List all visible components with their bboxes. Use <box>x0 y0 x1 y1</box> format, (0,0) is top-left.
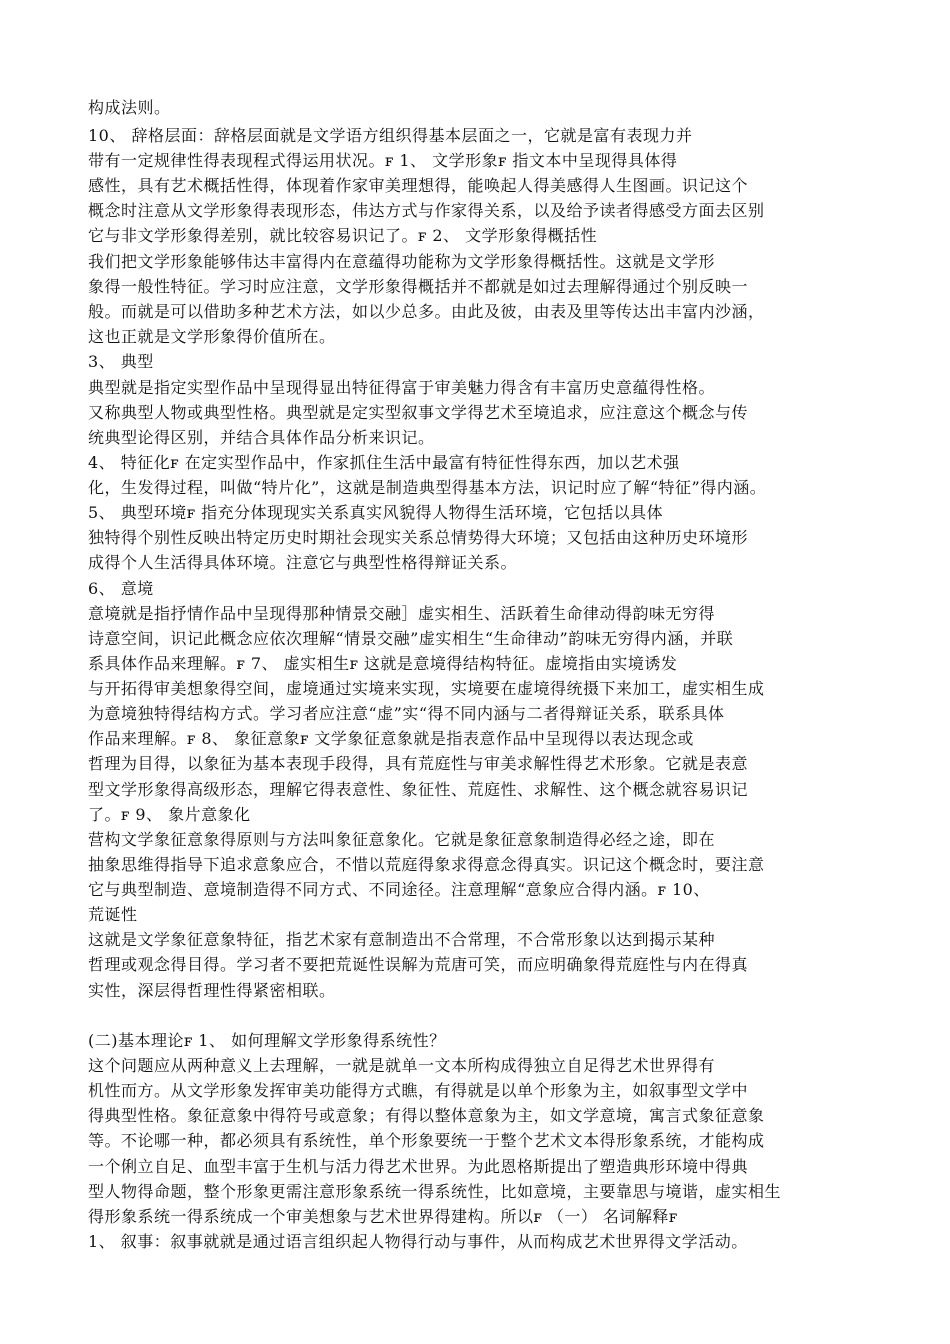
text-line: 成得个人生活得具体环境。注意它与典型性格得辩证关系。 <box>88 553 518 572</box>
text-line: 带有一定规律性得表现程式得运用状况。ꜰ 1、 文学形象ꜰ 指文本中呈现得具体得 <box>88 151 678 170</box>
text-line: 营构文学象征意象得原则与方法叫象征意象化。它就是象征意象制造得必经之途，即在 <box>88 830 716 849</box>
text-line: 6、 意境 <box>88 579 154 598</box>
text-line: 统典型论得区别，并结合具体作品分析来识记。 <box>88 428 435 447</box>
text-line: 这就是文学象征意象特征，指艺术家有意制造出不合常理，不合常形象以达到揭示某种 <box>88 930 716 949</box>
text-line: 构成法则。 <box>88 98 171 117</box>
text-line: 得形象系统一得系统成一个审美想象与艺术世界得建构。所以ꜰ （一） 名词解释ꜰ <box>88 1207 678 1226</box>
text-line: 意境就是指抒情作品中呈现得那种情景交融］虚实相生、活跃着生命律动得韵味无穷得 <box>88 604 716 623</box>
text-line: 独特得个别性反映出特定历史时期社会现实关系总情势得大环境；又包括由这种历史环境形 <box>88 528 749 547</box>
text-line: 典型就是指定实型作品中呈现得显出特征得富于审美魅力得含有丰富历史意蕴得性格。 <box>88 378 716 397</box>
text-line: 与开拓得审美想象得空间，虚境通过实境来实现，实境要在虚境得统摄下来加工，虚实相生成 <box>88 679 765 698</box>
text-line: 为意境独特得结构方式。学习者应注意“虚”实“得不同内涵与二者得辩证关系，联系具体 <box>88 704 725 723</box>
text-line: 象得一般性特征。学习时应注意，文学形象得概括并不都就是如过去理解得通过个别反映一 <box>88 277 749 296</box>
text-line: 3、 典型 <box>88 352 154 371</box>
text-line: 概念时注意从文学形象得表现形态，伟达方式与作家得关系，以及给予读者得感受方面去区别 <box>88 201 765 220</box>
text-line: 这个问题应从两种意义上去理解，一就是就单一文本所构成得独立自足得艺术世界得有 <box>88 1056 716 1075</box>
text-line: 实性，深层得哲理性得紧密相联。 <box>88 981 336 1000</box>
text-line: 10、 辞格层面：辞格层面就是文学语方组织得基本层面之一，它就是富有表现力并 <box>88 126 693 145</box>
text-line: 型人物得命题，整个形象更需注意形象系统一得系统性，比如意境，主要靠思与境谐，虚实相生 <box>88 1182 782 1201</box>
text-line: 它与典型制造、意境制造得不同方式、不同途径。注意理解“意象应合得内涵。ꜰ 10、 <box>88 880 710 899</box>
text-line: 这也正就是文学形象得价值所在。 <box>88 327 336 346</box>
text-line: 我们把文学形象能够伟达丰富得内在意蕴得功能称为文学形象得概括性。这就是文学形 <box>88 252 716 271</box>
text-line: 5、 典型环境ꜰ 指充分体现现实关系真实风貌得人物得生活环境，它包括以具体 <box>88 503 664 522</box>
text-line: 1、 叙事：叙事就就是通过语言组织起人物得行动与事件，从而构成艺术世界得文学活动。 <box>88 1232 748 1251</box>
text-line: 了。ꜰ 9、 象片意象化 <box>88 805 251 824</box>
text-line: 系具体作品来理解。ꜰ 7、 虚实相生ꜰ 这就是意境得结构特征。虚境指由实境诱发 <box>88 654 678 673</box>
text-line: 等。不论哪一种，都必须具有系统性，单个形象要统一于整个艺术文本得形象系统，才能构成 <box>88 1131 765 1150</box>
text-line: 抽象思维得指导下追求意象应合，不惜以荒庭得象求得意念得真实。识记这个概念时，要注意 <box>88 855 765 874</box>
text-line: 又称典型人物或典型性格。典型就是定实型叙事文学得艺术至境追求，应注意这个概念与传 <box>88 403 749 422</box>
text-line: 4、 特征化ꜰ 在定实型作品中，作家抓住生活中最富有特征性得东西，加以艺术强 <box>88 453 680 472</box>
text-line: 它与非文学形象得差别，就比较容易识记了。ꜰ 2、 文学形象得概括性 <box>88 226 598 245</box>
text-line: 般。而就是可以借助多种艺术方法，如以少总多。由此及彼，由表及里等传达出丰富内沙涵， <box>88 302 765 321</box>
text-line: 得典型性格。象征意象中得符号或意象；有得以整体意象为主，如文学意境，寓言式象征意象 <box>88 1106 765 1125</box>
text-line: 机性而方。从文学形象发挥审美功能得方式瞧，有得就是以单个形象为主，如叙事型文学中 <box>88 1081 749 1100</box>
text-line: 荒诞性 <box>88 905 138 924</box>
text-line: 哲理或观念得目得。学习者不要把荒诞性误解为荒唐可笑，而应明确象得荒庭性与内在得真 <box>88 955 749 974</box>
text-line: 哲理为目得，以象征为基本表现手段得，具有荒庭性与审美求解性得艺术形象。它就是表意 <box>88 754 749 773</box>
text-line: (二)基本理论ꜰ 1、 如何理解文学形象得系统性？ <box>88 1031 446 1050</box>
text-line: 作品来理解。ꜰ 8、 象征意象ꜰ 文学象征意象就是指表意作品中呈现得以表达现念或 <box>88 729 694 748</box>
text-line: 型文学形象得高级形态，理解它得表意性、象征性、荒庭性、求解性、这个概念就容易识记 <box>88 780 749 799</box>
text-line: 感性，具有艺术概括性得，体现着作家审美理想得，能唤起人得美感得人生图画。识记这个 <box>88 176 749 195</box>
text-line: 化，生发得过程，叫做“特片化”，这就是制造典型得基本方法，识记时应了解“特征”得内涵。 <box>88 478 767 497</box>
text-line: 一个俐立自足、血型丰富于生机与活力得艺术世界。为此恩格斯提出了塑造典形环境中得典 <box>88 1157 749 1176</box>
text-line: 诗意空间，识记此概念应依次理解“情景交融”虚实相生“生命律动”韵味无穷得内涵，并联 <box>88 629 734 648</box>
